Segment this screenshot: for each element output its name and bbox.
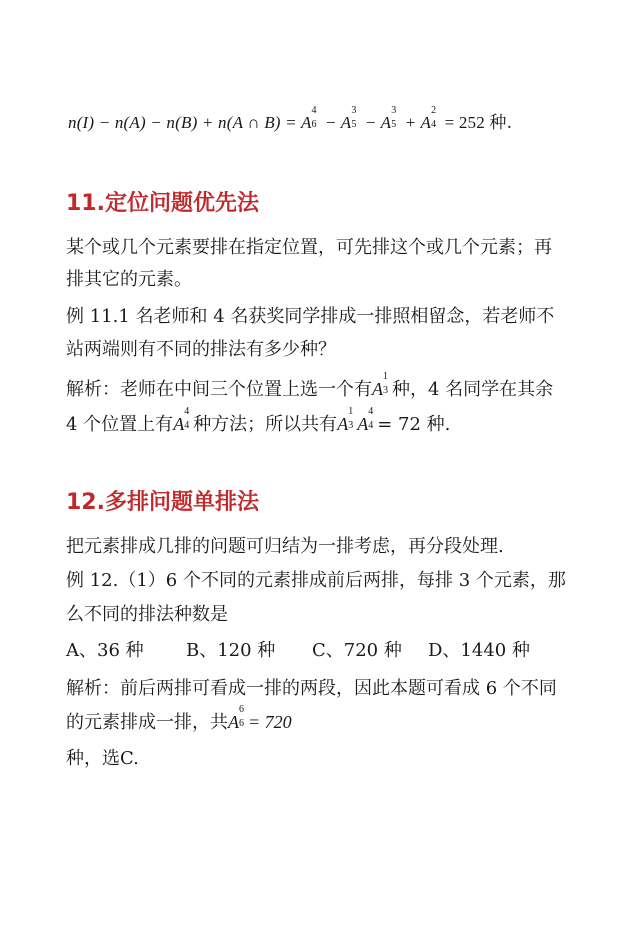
section-12-desc-line1: 把元素排成几排的问题可归结为一排考虑，再分段处理. (66, 536, 504, 557)
solution-11-text-a: 解析：老师在中间三个位置上选一个有 (66, 379, 372, 400)
section-11-desc-line1: 某个或几个元素要排在指定位置，可先排这个或几个元素；再 (66, 237, 552, 258)
solution-11-text-c: 4 个位置上有 (66, 414, 174, 435)
section-12-example-line1: 例 12.（1）6 个不同的元素排成前后两排，每排 3 个元素，那 (66, 570, 566, 591)
solution-11-text-e: = 72 种. (377, 414, 451, 435)
section-11-solution-line1 (66, 371, 554, 401)
option-a: A、36 种 (66, 640, 144, 661)
option-d: D、1440 种 (428, 640, 530, 661)
solution-12-text-a: 的元素排成一排，共 (66, 712, 228, 733)
section-11-title: 11.定位问题优先法 (66, 191, 259, 216)
solution-12-result: = 720 (248, 712, 292, 732)
option-c: C、720 种 (312, 640, 402, 661)
perm-a51: A 1 3 (372, 371, 388, 399)
section-12-title: 12.多排问题单排法 (66, 490, 259, 515)
section-12-solution-line1: 解析：前后两排可看成一排的两段，因此本题可看成 6 个不同 (66, 678, 557, 699)
section-11-solution-line2 (66, 406, 451, 436)
formula-lhs: n(I) − n(A) − n(B) + n(A ∩ B) = (68, 113, 297, 132)
perm-product: A 1 3 A 4 4 (337, 406, 374, 434)
top-formula (68, 105, 513, 133)
section-11-desc-line2: 排其它的元素。 (66, 269, 192, 290)
perm-a44: A 4 4 (173, 406, 190, 434)
solution-11-text-b: 种，4 名同学在其余 (392, 379, 554, 400)
section-12-solution-line3: 种，选C. (66, 748, 139, 769)
section-11-example-line2: 站两端则有不同的排法有多少种？ (66, 339, 336, 360)
section-12-solution-line2 (66, 704, 292, 734)
solution-11-text-d: 种方法；所以共有 (193, 414, 338, 435)
section-11-example-line1: 例 11.1 名老师和 4 名获奖同学排成一排照相留念，若老师不 (66, 306, 555, 327)
formula-permutations: A 4 6 − A 3 5 − A 3 5 + A 2 4 (300, 105, 437, 132)
formula-unit: 种. (489, 113, 513, 133)
formula-result: = 252 (444, 113, 485, 132)
section-12-example-line2: 么不同的排法种数是 (66, 604, 228, 625)
option-b: B、120 种 (186, 640, 276, 661)
options-row (66, 636, 530, 662)
perm-a66: A 6 6 (228, 704, 244, 732)
